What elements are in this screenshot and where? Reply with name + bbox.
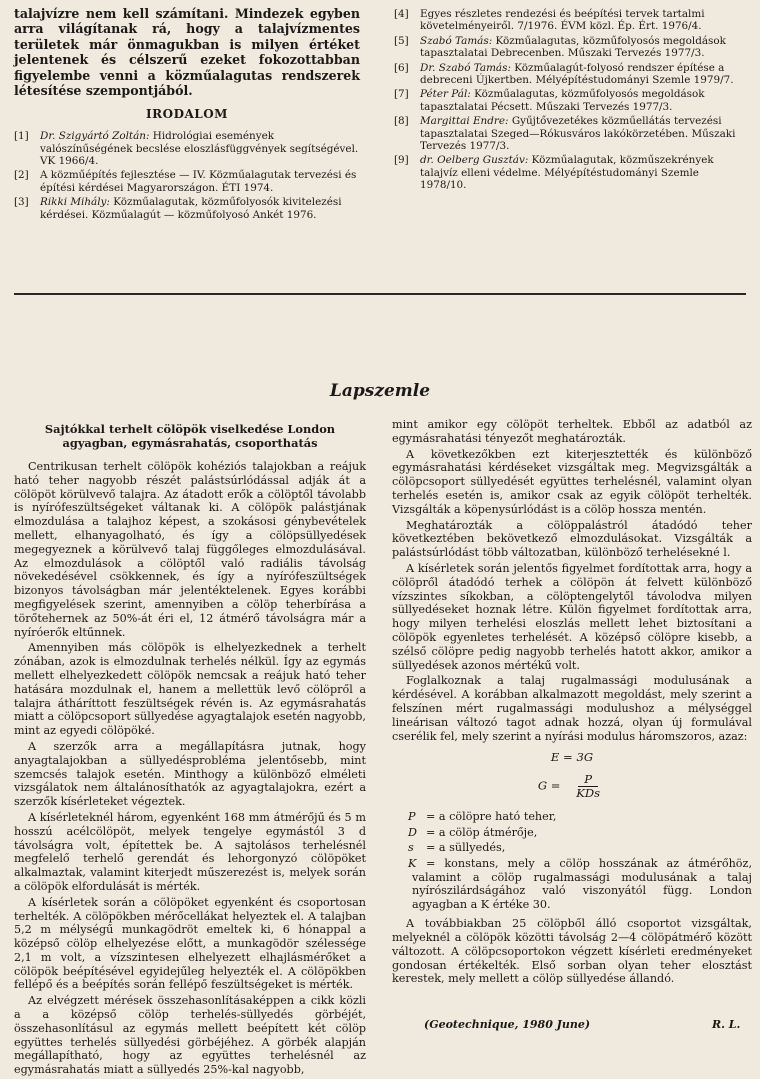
article-right-column xyxy=(392,418,752,988)
reference-text: Közműalagutak, közműfolyosók kivitelezési kérdései. Közműalagút — közműfolyosó Ankét 1976. xyxy=(40,196,342,221)
article-paragraph: Centrikusan terhelt cölöpök kohéziós talajokban a reájuk ható teher nagyobb részét palástsúrlódással adják át a cölöpöt körülvevő talajra. Az átadott erők a cölöptől távolabb is nyírófeszültségeket váltanak ki. A cölöpök palástjának elmozdulása a talajhoz képest, a szokásosi génybevételek mellett, elhanyagolható, és így a cölöpsüllyedések megegyeznek a körülvevő talaj függőleges elmozdulásával. Az elmozdulások a cölöptől való radiális távolság növekedésével csökkennek, és így a nyírófeszültségek bizonyos távolságban már jelentéktelenek. Egyes korábbi megfigyelések szerint, amennyiben a cölöp teherbírása a törőtehernek az 50%-át éri el, 12 átmérő távolságra már a nyíróerők eltűnnek. xyxy=(14,460,366,639)
top-left-column xyxy=(14,6,360,223)
reference-author: Margittai Endre: xyxy=(420,115,509,128)
symbol-definition xyxy=(392,857,752,911)
symbol: s xyxy=(408,841,414,855)
intro-paragraph: talajvízre nem kell számítani. Mindezek egyben arra világítanak rá, hogy a talajvízmentes területek már önmagukban is milyen értéket jelentenek és célszerű ezeket fokozottabban figyelembe venni a közműalagutas rendszerek létesítése szempontjából. xyxy=(14,6,360,99)
article-paragraph: A kísérletek során a cölöpöket egyenként és csoportosan terhelték. A cölöpökben mérőcellákat helyeztek el. A talajban 5,2 m mélységű munkagödröt emeltek ki, 6 hónappal a középső cölöp elhelyezése előtt, a munkagödör szélessége 2,1 m volt, a vízszintesen elhelyezett elhajlásmérőket a cölöpök beépítésével egyidejűleg helyezték el. A cölöpökben fellépő és a beépítés során fellépő feszültségeket is mérték. xyxy=(14,895,366,992)
reference-text: Közműalagutas, közműfolyosós megoldások tapasztalatai Debrecenben. Műszaki Tervezés 1977/3. xyxy=(420,34,726,60)
article-title: Sajtókkal terhelt cölöpök viselkedése London agyagban, egymásrahatás, csoporthatás xyxy=(44,422,336,450)
symbol-definitions xyxy=(392,810,752,911)
reference-text: Közműalagutak, közműszekrények talajvíz elleni védelme. Mélyépítéstudományi Szemle 1978/10. xyxy=(420,154,714,192)
article-paragraph: Foglalkoznak a talaj rugalmassági modulusának a kérdésével. A korábban alkalmazott megoldást, mely szerint a felszínen mért rugalmassági modulushoz a mélységgel lineárisan változó tagot adnak hozzá, olyan új formulával cserélik fel, mely szerint a nyírási modulus háromszoros, azaz: xyxy=(392,674,752,743)
symbol-meaning: = a cölöp átmérője, xyxy=(426,825,538,839)
reference-number: [4] xyxy=(394,8,409,20)
article-source: (Geotechnique, 1980 June) xyxy=(424,1018,591,1031)
reference-text: Közműalagút-folyosó rendszer építése a debreceni Újkertben. Mélyépítéstudományi Szemle 1979/7. xyxy=(420,61,734,87)
reference-number: [9] xyxy=(394,154,409,167)
reference-number: [3] xyxy=(14,196,29,209)
symbol: D xyxy=(408,825,417,839)
reference-item xyxy=(394,88,744,113)
reference-number: [8] xyxy=(394,115,409,128)
formula-g-lhs: G = xyxy=(537,778,561,793)
article-paragraph: A továbbiakban 25 cölöpből álló csoportot vizsgáltak, melyeknél a cölöpök közötti távolság 2—4 cölöpátmérő között változott. A cölöpcsoportokon végzett kísérleti eredményeket gondosan értékelték. Első sorban olyan teher elosztást kerestek, mely mellett a cölöp süllyedése állandó. xyxy=(392,917,752,986)
formula-e: E = 3G xyxy=(550,750,594,765)
article-paragraph: Meghatározták a cölöppalástról átadódó teher következtében bekövetkező elmozdulásokat. Vizsgálták a palástsúrlódást több változatban, különböző terhelésekné l. xyxy=(392,518,752,560)
reference-item xyxy=(394,8,744,33)
article-left-body xyxy=(14,460,366,1077)
symbol: P xyxy=(408,810,416,824)
article-paragraph: mint amikor egy cölöpöt terheltek. Ebből az adatból az egymásrahatási tényezőt meghatározták. xyxy=(392,418,752,445)
reference-item xyxy=(14,196,360,221)
symbol: K xyxy=(408,856,417,870)
symbol-definition xyxy=(392,841,752,855)
reference-author: Dr. Szabó Tamás: xyxy=(420,61,511,74)
reference-item xyxy=(394,62,744,87)
reference-text: A közműépítés fejlesztése — IV. Közműalagutak tervezési és építési kérdései Magyarországon. ÉTI 1974. xyxy=(40,169,357,194)
reference-author: Dr. Szigyártó Zoltán: xyxy=(40,130,150,143)
symbol-meaning: = a cölöpre ható teher, xyxy=(426,810,557,824)
formula-numerator: P xyxy=(578,773,598,787)
article-right-body xyxy=(392,418,752,743)
reference-author: Rikki Mihály: xyxy=(40,196,110,209)
article-initials: R. L. xyxy=(712,1018,741,1031)
article-paragraph: A következőkben ezt kiterjesztették és különböző egymásrahatási kérdéseket vizsgáltak meg. Megvizsgálták a cölöpcsoport süllyedését együttes terhelésnél, valamint olyan terhelés esetén is, amikor csak az egyik cölöpöt terhelték. Vizsgálták a köpenysúrlódást is a cölöp hossza mentén. xyxy=(392,447,752,516)
reference-text: Gyűjtővezetékes közműellátás tervezési tapasztalatai Szeged—Rókusváros lakókörzetében. Műszaki Tervezés 1977/3. xyxy=(420,115,736,153)
reference-number: [2] xyxy=(14,169,29,182)
reference-item xyxy=(394,154,744,191)
symbol-definition xyxy=(392,826,752,840)
reference-author: dr. Oelberg Gusztáv: xyxy=(420,154,529,167)
reference-list-left xyxy=(14,130,360,221)
reference-number: [6] xyxy=(394,61,409,74)
symbol-meaning: = konstans, mely a cölöp hosszának az átmérőhöz, valamint a cölöp rugalmassági modulusának a talaj nyírószilárdságához való viszonyától függ. London agyagban a K értéke 30. xyxy=(412,856,752,911)
reference-item xyxy=(14,130,360,167)
formula-denominator: KDs xyxy=(576,786,601,801)
reference-number: [7] xyxy=(394,88,409,101)
formula-g xyxy=(392,773,752,800)
reference-item xyxy=(14,169,360,194)
section-divider xyxy=(14,293,746,295)
reference-author: Szabó Tamás: xyxy=(420,34,493,47)
reference-number: [1] xyxy=(14,130,29,143)
reference-text: Egyes részletes rendezési és beépítési tervek tartalmi követelményeiről. 7/1976. ÉVM közl. Ép. Ért. 1976/4. xyxy=(420,8,705,33)
reference-number: [5] xyxy=(394,34,409,47)
reference-list-right xyxy=(394,8,744,192)
reference-item xyxy=(394,35,744,60)
section-title: Lapszemle xyxy=(329,381,431,401)
symbol-meaning: = a süllyedés, xyxy=(426,841,506,855)
reference-text: Közműalagutas, közműfolyosós megoldások tapasztalatai Pécsett. Műszaki Tervezés 1977/3. xyxy=(420,88,705,113)
article-paragraph: A kísérleteknél három, egyenként 168 mm átmérőjű és 5 m hosszú acélcölöpöt, melyek tengelye egymástól 3 d távolságra volt, építettek be. A sajtolásos terhelésnél megfelelő terhelő gerendát és lehorgonyzó cölöpöket alkalmaztak, valamint kiterjedt műszerezést is, melyek során a cölöpök elfordulását is mérték. xyxy=(14,810,366,893)
article-paragraph: Az elvégzett mérések összehasonlításaképpen a cikk közli a a középső cölöp terhelés-süllyedés görbéjét, összehasonlításul az egymás mellett beépített két cölöp együttes terhelés süllyedési görbéjéhez. A görbék alapján megállapítható, hogy az együttes terhelésnél az egymásrahatás miatt a süllyedés 25%-kal nagyobb, xyxy=(14,994,366,1077)
article-paragraph: A szerzők arra a megállapításra jutnak, hogy anyagtalajokban a süllyedésprobléma jelentősebb, mint szemcsés talajok esetén. Minthogy a különböző elméleti vizsgálatok nem általánosíthatók az agyagtalajokra, ezért a szerzők kísérleteket végeztek. xyxy=(14,739,366,809)
references-heading: IRODALOM xyxy=(146,107,228,122)
formula-g-fraction xyxy=(570,773,606,800)
symbol-definition xyxy=(392,810,752,824)
top-right-column xyxy=(394,8,744,194)
reference-author: Péter Pál: xyxy=(420,88,471,101)
reference-text: Hidrológiai események valószínűségének becslése eloszlásfüggvények segítségével. VK 1966/4. xyxy=(40,130,359,168)
article-right-body-end xyxy=(392,917,752,986)
article-paragraph: Amennyiben más cölöpök is elhelyezkednek a terhelt zónában, azok is elmozdulnak terhelés nélkül. Így az egymás mellett elhelyezkedett cölöpök nemcsak a reájuk ható teher hatására mozdulnak el, hanem a mellettük levő cölöpről a talajra átháríttott feszültségek révén is. Az egymásrahatás miatt a cölöpcsoport süllyedése agyagtalajok esetén nagyobb, mint az egyedi cölöpöké. xyxy=(14,641,366,738)
reference-item xyxy=(394,115,744,152)
article-paragraph: A kísérletek során jelentős figyelmet fordítottak arra, hogy a cölöpről átadódó terhek a cölöpön át felvett különböző vízszintes síkokban, a cölöptengelytől távolodva milyen süllyedéseket hoznak létre. Külön figyelmet fordítottak arra, hogy milyen terhelési eloszlás mellett lehet biztosítani a cölöpök egyenletes terhelését. A középső cölöpre kisebb, a szélső cölöpre pedig nagyobb terhelés hatott akkor, amikor a süllyedések azonos mértékű volt. xyxy=(392,561,752,672)
article-left-column xyxy=(14,422,366,1079)
